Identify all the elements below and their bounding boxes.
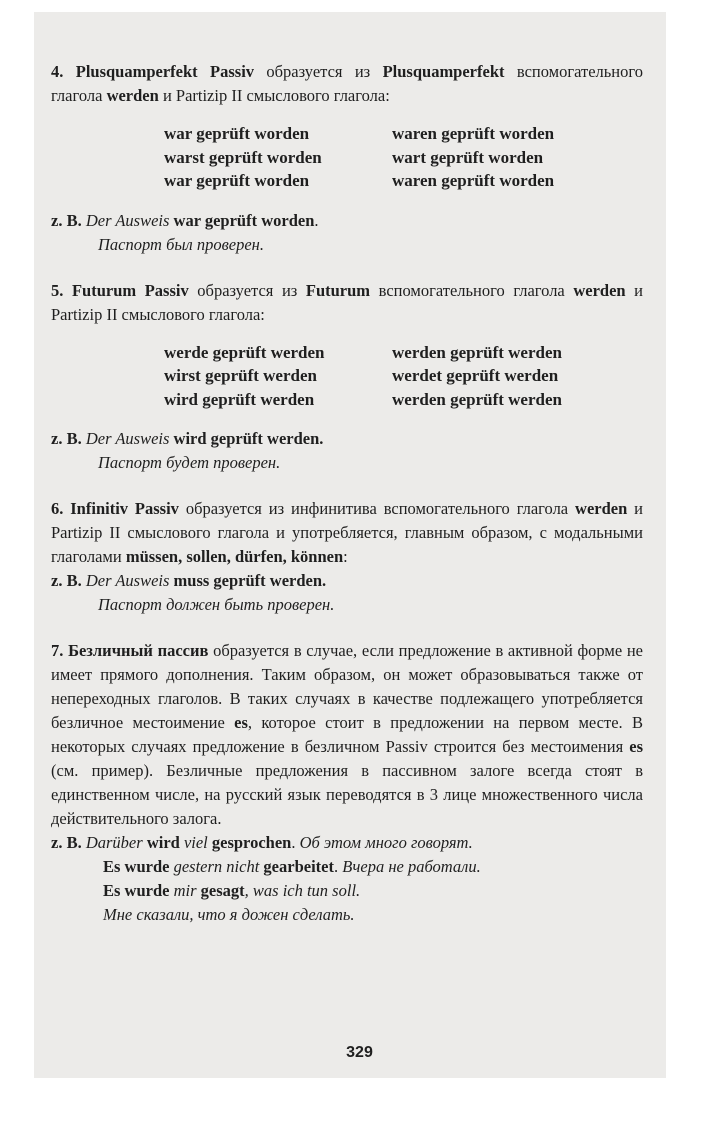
example-verb: Es wurde xyxy=(103,881,170,900)
text: , которое стоит в предложении на первом месте. В некоторых случаях предложение в безличном Passiv строится без местоимения xyxy=(51,713,643,756)
section-number: 6. xyxy=(51,499,64,518)
conjugation-form: werde geprüft werden xyxy=(164,342,325,362)
example-word: mir xyxy=(169,881,201,900)
conjugation-form: war geprüft worden xyxy=(164,171,310,190)
example-word: , was ich tun soll. xyxy=(244,881,361,900)
conjugation-form: waren geprüft worden xyxy=(392,124,555,143)
example-verb: war geprüft worden xyxy=(173,210,315,230)
term: Futurum xyxy=(305,280,371,300)
example-verb: wird xyxy=(142,833,184,852)
example-line xyxy=(51,569,643,593)
conjugation-form: werdet geprüft werden xyxy=(392,366,559,385)
example-verb: wird geprüft werden. xyxy=(173,429,324,448)
example-translation: Паспорт должен быть проверен. xyxy=(98,595,335,614)
section-number: 7. xyxy=(51,641,64,660)
conjugation-form: warst geprüft worden xyxy=(164,147,322,167)
conjugation-form: wirst geprüft werden xyxy=(164,366,317,385)
section-7-text xyxy=(51,639,643,831)
example-word: Darüber xyxy=(85,833,143,852)
conjugation-form: wart geprüft worden xyxy=(392,147,544,167)
example-verb: Es wurde xyxy=(103,857,170,876)
section-number: 5. xyxy=(51,280,64,300)
example-translation: Паспорт был проверен. xyxy=(98,234,264,254)
punctuation: . xyxy=(314,210,319,230)
term: es xyxy=(234,713,248,732)
text: образуется из xyxy=(254,62,383,81)
term: werden xyxy=(573,280,626,300)
section-plusquamperfekt-passiv xyxy=(51,60,643,257)
example-word: viel xyxy=(183,833,208,852)
example-line xyxy=(51,879,643,903)
text: образуется из инфинитива вспомогательного глагола xyxy=(178,499,576,518)
term: es xyxy=(629,737,643,756)
term: Futurum Passiv xyxy=(71,280,189,300)
example-subject: Der Ausweis xyxy=(85,571,170,590)
section-number: 4. xyxy=(51,62,64,81)
conjugation-form: werden geprüft werden xyxy=(392,342,562,362)
conjugation-form: werden geprüft werden xyxy=(392,389,562,409)
example-verb: muss geprüft werden. xyxy=(173,571,327,590)
example xyxy=(51,427,643,475)
text: вспомогательного глагола xyxy=(51,62,643,105)
example-translation: Об этом много говорят. xyxy=(299,833,473,852)
modal-verbs: müssen, sollen, dürfen, können xyxy=(125,547,344,566)
section-4-text xyxy=(51,60,643,108)
section-impersonal-passive xyxy=(51,639,643,927)
example-verb: gesprochen xyxy=(207,833,292,852)
section-6-text xyxy=(51,497,643,569)
text: и Partizip II смыслового глагола: xyxy=(158,86,390,105)
text: и Partizip II смыслового глагола: xyxy=(51,280,644,324)
text: (см. пример). Безличные предложения в пассивном залоге всегда стоят в единственном числе, на русский язык переводятся в 3 лице множественного числа действительного залога. xyxy=(51,761,643,828)
section-futurum-passiv xyxy=(51,279,643,476)
punctuation: . xyxy=(333,857,343,876)
example xyxy=(51,569,643,617)
example-marker: z. B. xyxy=(51,833,82,852)
term: Plusquamperfekt Passiv xyxy=(75,62,255,81)
text: и Partizip II смыслового глагола и употребляется, главным образом, с модальными глаголами xyxy=(51,499,644,566)
term: Безличный пассив xyxy=(68,641,209,660)
example-subject: Der Ausweis xyxy=(85,429,170,448)
example xyxy=(51,209,643,257)
section-5-text xyxy=(51,279,643,327)
conjugation-table xyxy=(164,341,643,412)
example-marker: z. B. xyxy=(51,210,82,230)
example-subject: Der Ausweis xyxy=(85,210,170,230)
example-line xyxy=(51,831,643,855)
text: : xyxy=(343,547,348,566)
example-group xyxy=(51,831,643,927)
term: werden xyxy=(575,499,628,518)
text: образуется в случае, если предложение в активной форме не имеет прямого дополнения. Таким образом, он может образовываться также от непереходных глаголов. В таких случаях в качестве подлежащего употребляется безличное местоимение xyxy=(51,641,643,732)
example-marker: z. B. xyxy=(51,571,82,590)
text: образуется из xyxy=(188,280,306,300)
book-page xyxy=(51,60,643,927)
conjugation-table xyxy=(164,122,643,193)
example-translation: Вчера не работали. xyxy=(342,857,481,876)
example-marker: z. B. xyxy=(51,429,82,448)
term: Infinitiv Passiv xyxy=(70,499,179,518)
example-verb: gesagt xyxy=(200,881,245,900)
conjugation-form: war geprüft worden xyxy=(164,124,310,143)
page-number: 329 xyxy=(346,1044,373,1061)
example-line xyxy=(51,209,643,233)
text: вспомогательного глагола xyxy=(370,280,574,300)
term: werden xyxy=(106,86,159,105)
punctuation: . xyxy=(291,833,300,852)
example-verb: gearbeitet xyxy=(263,857,334,876)
example-word: gestern nicht xyxy=(169,857,264,876)
example-translation: Мне сказали, что я дожен сделать. xyxy=(103,905,355,924)
example-line xyxy=(51,855,643,879)
conjugation-form: waren geprüft worden xyxy=(392,171,555,190)
conjugation-form: wird geprüft werden xyxy=(164,389,315,409)
section-infinitiv-passiv xyxy=(51,497,643,617)
term: Plusquamperfekt xyxy=(382,62,505,81)
example-line xyxy=(51,427,643,451)
example-translation: Паспорт будет проверен. xyxy=(98,453,281,472)
